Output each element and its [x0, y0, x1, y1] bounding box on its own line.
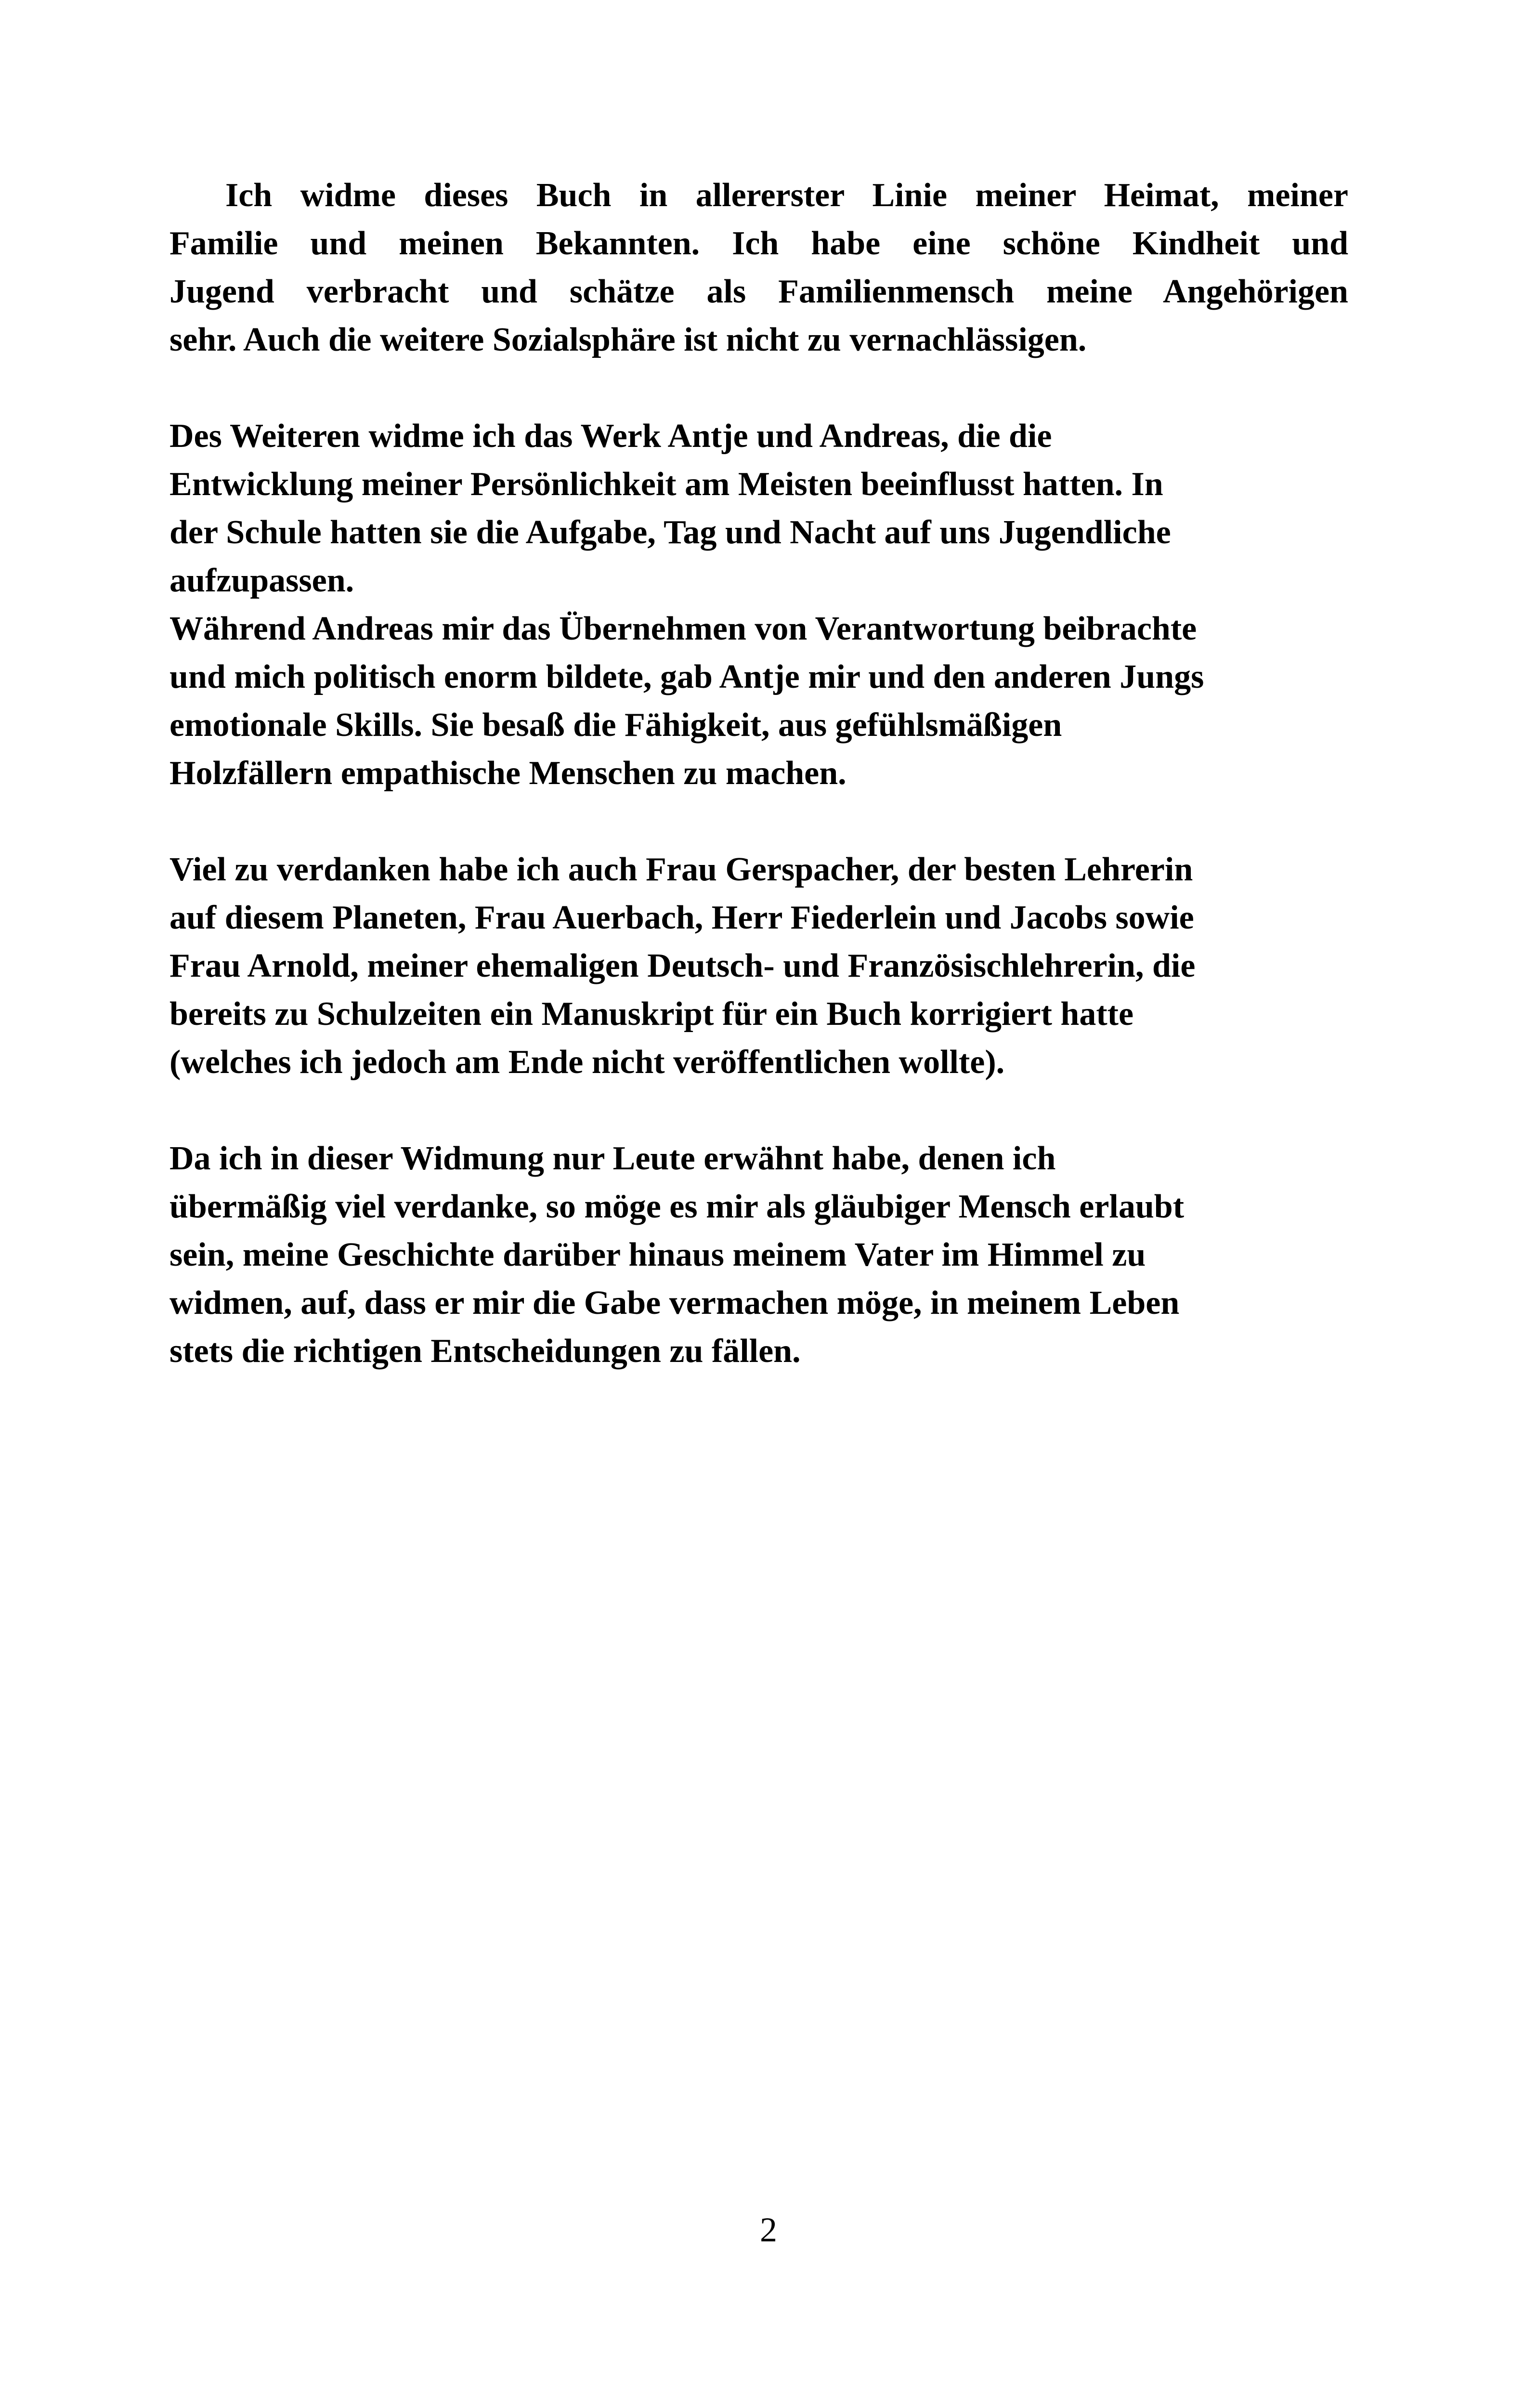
paragraph-line: widmen, auf, dass er mir die Gabe vermachen möge, in meinem Leben [169, 1284, 1180, 1322]
dedication-paragraph-4 [169, 1135, 1348, 1375]
paragraph-line: Während Andreas mir das Übernehmen von Verantwortung beibrachte [169, 610, 1197, 647]
paragraph-line: Entwicklung meiner Persönlichkeit am Meisten beeinflusst hatten. In [169, 466, 1163, 503]
paragraph-line: Jugend verbracht und schätze als Familienmensch meine Angehörigen [169, 273, 1348, 310]
paragraph-line: der Schule hatten sie die Aufgabe, Tag und Nacht auf uns Jugendliche [169, 514, 1171, 551]
paragraph-line: sein, meine Geschichte darüber hinaus meinem Vater im Himmel zu [169, 1236, 1146, 1273]
dedication-paragraph-1 [169, 171, 1348, 364]
dedication-paragraph-3 [169, 846, 1348, 1086]
paragraph-line: Des Weiteren widme ich das Werk Antje und Andreas, die die [169, 418, 1052, 455]
paragraph-line: (welches ich jedoch am Ende nicht veröffentlichen wollte). [169, 1044, 1005, 1081]
paragraph-line: Familie und meinen Bekannten. Ich habe eine schöne Kindheit und [169, 225, 1348, 262]
paragraph-line: Da ich in dieser Widmung nur Leute erwähnt habe, denen ich [169, 1140, 1056, 1177]
paragraph-line: Ich widme dieses Buch in allererster Linie meiner Heimat, meiner [225, 177, 1348, 214]
paragraph-line: emotionale Skills. Sie besaß die Fähigkeit, aus gefühlsmäßigen [169, 707, 1062, 744]
paragraph-line: bereits zu Schulzeiten ein Manuskript für ein Buch korrigiert hatte [169, 995, 1134, 1033]
paragraph-line: stets die richtigen Entscheidungen zu fällen. [169, 1333, 801, 1370]
paragraph-line: Holzfällern empathische Menschen zu machen. [169, 755, 847, 792]
paragraph-line: übermäßig viel verdanke, so möge es mir als gläubiger Mensch erlaubt [169, 1188, 1185, 1225]
page-number: 2 [760, 2211, 777, 2249]
paragraph-line: Viel zu verdanken habe ich auch Frau Gerspacher, der besten Lehrerin [169, 851, 1193, 888]
paragraph-line: aufzupassen. [169, 562, 354, 599]
dedication-paragraph-2 [169, 412, 1348, 798]
paragraph-line: auf diesem Planeten, Frau Auerbach, Herr Fiederlein und Jacobs sowie [169, 899, 1194, 936]
paragraph-line: und mich politisch enorm bildete, gab Antje mir und den anderen Jungs [169, 658, 1204, 695]
paragraph-line: sehr. Auch die weitere Sozialsphäre ist nicht zu vernachlässigen. [169, 321, 1087, 358]
paragraph-line: Frau Arnold, meiner ehemaligen Deutsch- und Französischlehrerin, die [169, 947, 1196, 984]
